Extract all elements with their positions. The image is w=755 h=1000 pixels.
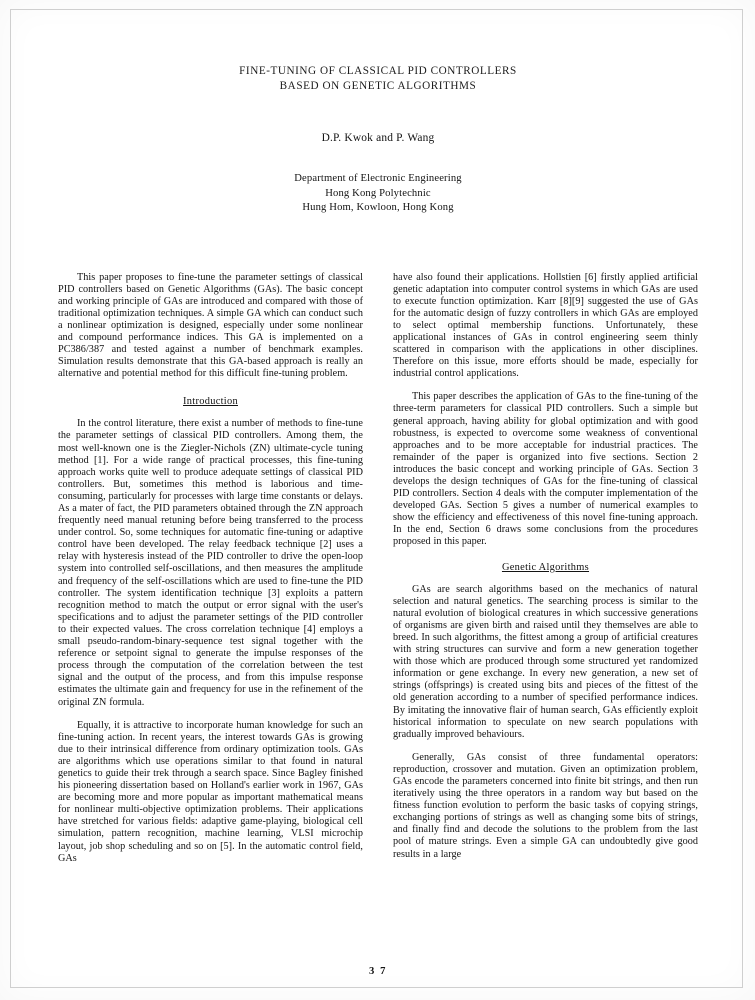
introduction-paragraph-4: This paper describes the application of GAs to the fine-tuning of the three-term parameters for classical PID controllers. Such a simple but general approach, having ability for global optimization and with good robustness, is expected to overcome some weakness of conventional approaches and to be more acceptable for industrial practices. The remainder of the paper is organized into five sections. Section 2 introduces the basic concept and working principle of GAs. Section 3 develops the design techniques of GAs for the fine-tuning of classical PID controllers. Section 4 deals with the computer implementation of the developed GAs. Section 5 gives a number of numerical examples to show the efficiency and effectiveness of this novel fine-tuning approach. In the end, Section 6 draws some conclusions from the procedures proposed in this paper. <box>393 391 698 548</box>
right-column <box>393 272 698 876</box>
abstract-paragraph: This paper proposes to fine-tune the parameter settings of classical PID controllers based on Genetic Algorithms (GAs). The basic concept and working principle of GAs are introduced and compared with those of traditional optimization techniques. A simple GA which can conduct such a nonlinear optimization is designed, especially under some nonlinear and compound performance indices. This GA is implemented on a PC386/387 and tested against a number of benchmark examples. Simulation results demonstrate that this GA-based approach is really an alternative and potential method for this difficult fine-tuning problem. <box>58 271 363 380</box>
title-line-2: BASED ON GENETIC ALGORITHMS <box>279 80 477 92</box>
introduction-paragraph-3: have also found their applications. Hollstien [6] firstly applied artificial genetic adaptation into computer control systems in which GAs are used to execute function optimization. Karr [8][9] suggested the use of GAs for the automatic design of fuzzy controllers in which GAs are employed to select optimal membership functions. Unfortunately, these applicational instances of GAs in control engineering seem thinly scattered in comparison with the applications in other disciplines. Therefore on this issue, more efforts should be made, especially for industrial control applications. <box>393 271 698 380</box>
left-column <box>58 272 363 876</box>
genetic-algorithms-paragraph-1: GAs are search algorithms based on the mechanics of natural selection and natural genetics. The searching process is similar to the natural evolution of biological creatures in which successive generations of organisms are given birth and raised until they themselves are able to breed. In such algorithms, the fittest among a group of artificial creatures with string structures can survive and form a new generation together with those which are produced through some structured yet randomized information or gene exchange. In every new generation, a new set of strings (offsprings) is created using bits and pieces of the fittest of the old generation according to a number of specified performance indices. By imitating the innovative flair of human search, GAs efficiently exploit historical information to speculate on new search populations with gradually improved behaviours. <box>393 583 698 740</box>
author-list: D.P. Kwok and P. Wang <box>321 132 435 144</box>
introduction-paragraph-2: Equally, it is attractive to incorporate human knowledge for such an fine-tuning action. In recent years, the interest towards GAs is growing due to their intrinsical difference from ordinary optimization tools. GAs are algorithms which use operations similar to that found in natural genetics to guide their trek through a search space. Since Bagley finished his pioneering dissertation based on Holland's earlier work in 1967, GAs are becoming more and more popular as important mathematical means for nonlinear multi-objective optimization problems. Their applications have stretched for various fields: adaptive game-playing, biological cell simulation, pattern recognition, machine learning, VLSI microchip layout, job shop scheduling and so on [5]. In the automatic control field, GAs <box>58 719 363 864</box>
section-heading-genetic-algorithms: Genetic Algorithms <box>501 561 590 573</box>
affiliation-line-1: Department of Electronic Engineering <box>294 173 462 184</box>
title-line-1: FINE-TUNING OF CLASSICAL PID CONTROLLERS <box>239 65 517 77</box>
paper-title <box>58 64 698 94</box>
affiliation-line-2: Hong Kong Polytechnic <box>325 187 431 199</box>
introduction-paragraph-1: In the control literature, there exist a number of methods to fine-tune the parameter settings of classical PID controllers. Among them, the most well-known one is the Ziegler-Nichols (ZN) ultimate-cycle tuning method [1]. For a wide range of practical processes, this fine-tuning approach works quite well to produce adequate settings of classical PID controllers. But, sometimes this method is laborious and time-consuming, particularly for processes with large time constants or delays. As a mater of fact, the PID parameters obtained through the ZN approach frequently need manual retuning before being transferred to the process under control. So, some techniques for automatic fine-tuning or adaptive control have been developed. The relay feedback technique [2] uses a relay with hysteresis instead of the PID controller to drive the open-loop system into controlled self-oscillations, and then measures the amplitude and frequency of the self-oscillations which are used to fine-tune the PID controller. The system identification technique [3] exploits a pattern recognition method to match the output or error signal with the user's specifications and to adjust the parameter settings of the PID controller to their expected values. The cross correlation technique [4] employs a small pseudo-random-binary-sequence test signal together with the reference or setpoint signal to generate the impulse responses of the process through the computation of the correlation between the test signal and the output of the process, and from this impulse response estimates the ultimate gain and frequency for use in the refinement of the original ZN formula. <box>58 418 363 708</box>
affiliation-block <box>58 172 698 216</box>
two-column-layout <box>58 272 698 876</box>
genetic-algorithms-paragraph-2: Generally, GAs consist of three fundamental operators: reproduction, crossover and mutation. Given an optimization problem, GAs encode the parameters concerned into finite bit strings, and then run iteratively using the three operators in a random way but based on the fitness function evolution to perform the basic tasks of copying strings, exchanging portions of strings as well as changing some bits of strings, and finally find and decode the solutions to the problem from the last pool of mature strings. Even a simple GA can undoubtedly give good results in a large <box>393 751 698 860</box>
paper-content <box>58 58 698 977</box>
page-number: 3 7 <box>368 966 388 977</box>
section-heading-introduction: Introduction <box>183 396 238 408</box>
affiliation-line-3: Hung Hom, Kowloon, Hong Kong <box>302 202 454 213</box>
